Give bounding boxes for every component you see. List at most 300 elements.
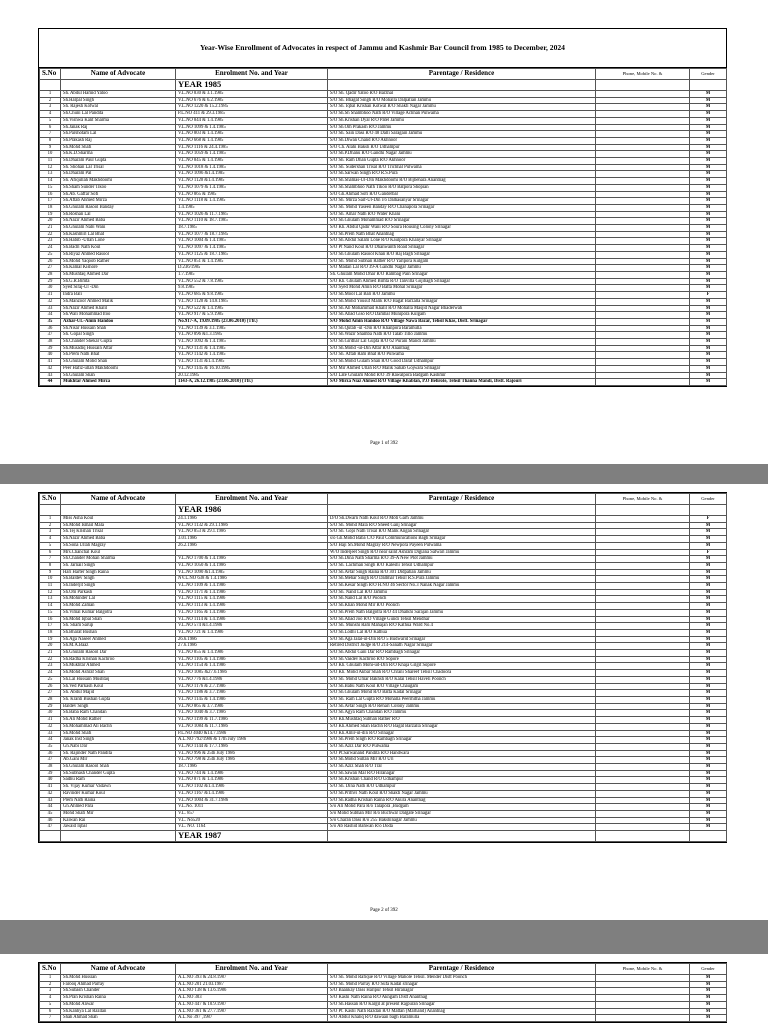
row-enrolment: V.L.NO 574 &1.4.1986	[176, 623, 328, 630]
row-phone	[596, 238, 690, 245]
row-sno: 1	[40, 91, 61, 98]
row-parentage: S/O Sh. Munshi Ram Mahajan R/O Kathua Ward No.4	[328, 623, 596, 630]
row-enrolment: 26.6.1986	[176, 636, 328, 643]
header-sno: S.No	[40, 69, 61, 80]
row-phone	[596, 352, 690, 359]
row-phone	[596, 636, 690, 643]
row-enrolment: V.L.NO 803 & 1.4.1985	[176, 131, 328, 138]
row-parentage: S/O Ch. Alahi Baksh R/O Udhampur	[328, 144, 596, 151]
row-name: Sh.Aftab Ahmed Mirza	[61, 198, 176, 205]
row-phone	[596, 717, 690, 724]
row-sno: 36	[40, 750, 61, 757]
row-enrolment: 9.8.1985	[176, 285, 328, 292]
row-parentage: S/O Kh.Ahmed Shah Bachh R/O Bagat Barzalla Srinagar	[328, 723, 596, 730]
row-gender: M	[690, 536, 727, 543]
row-phone	[596, 616, 690, 623]
row-enrolment: A.L.No 397 ,1987	[176, 1015, 328, 1022]
row-name: Sh.Mohd Zaman	[61, 603, 176, 610]
row-sno: 13	[40, 171, 61, 178]
row-name: Hari Harter Singh Raina	[61, 569, 176, 576]
row-sno: 8	[40, 137, 61, 144]
row-name: Sh.Musadiq Hussain Attar	[61, 345, 176, 352]
row-enrolment: V.L.NO 1040 & 3.7.1986	[176, 710, 328, 717]
row-sno: 28	[40, 271, 61, 278]
row-enrolment: V.L.NO 1110 & 18.7.1985	[176, 218, 328, 225]
row-enrolment: V.L.NO 776 &1.4.1986	[176, 676, 328, 683]
row-phone	[596, 764, 690, 771]
row-parentage: S/O Sh.Girdhar Lal Gupta R/O 62 Purani Mandi Jammu	[328, 339, 596, 346]
table-row	[40, 556, 727, 563]
table-row	[40, 629, 727, 636]
row-name: Gh.Ahmed Para	[61, 804, 176, 811]
row-parentage: S/O Sh. Ram Lal Gupta R/O Mohalla Peermitha Jammu	[328, 696, 596, 703]
row-sno: 22	[40, 231, 61, 238]
table-row	[40, 696, 727, 703]
row-name: Sh.Chuni Lal Pandita	[61, 111, 176, 118]
row-parentage: S/O Sh.Ghulam Rasool Khan R/O Raj Bagh Srinagar	[328, 251, 596, 258]
row-phone	[596, 723, 690, 730]
row-enrolment: D.236/1985	[176, 265, 328, 272]
row-parentage: S/O Sh.Ghulam Mohd R/O Batta Kadal Srinagar	[328, 690, 596, 697]
row-enrolment: V.L.NO 1199 & 11.7.1986	[176, 717, 328, 724]
row-sno: 3	[40, 529, 61, 536]
header-phone: Phone, Mobile No. &	[596, 494, 690, 505]
row-gender: M	[690, 124, 727, 131]
register-sheet	[38, 962, 727, 1023]
row-enrolment: 1.4.1985	[176, 204, 328, 211]
row-phone	[596, 797, 690, 804]
row-gender: M	[690, 670, 727, 677]
table-row	[40, 131, 727, 138]
table-row	[40, 784, 727, 791]
row-gender: M	[690, 663, 727, 670]
header-phone: Phone, Mobile No. &	[596, 69, 690, 80]
row-phone	[596, 151, 690, 158]
table-row	[40, 379, 727, 386]
table-row	[40, 97, 727, 104]
row-name: Sh. Kranti Bushan Gupta	[61, 696, 176, 703]
row-parentage: S/O Sh. Mohd Yaseen Banday R/O Chanapora Srinagar	[328, 204, 596, 211]
header-parentage: Parentage / Residence	[328, 494, 596, 505]
row-name: Sh. Shohan Lal Trisal	[61, 164, 176, 171]
row-name: Sh.Radha Krishan Kachroo	[61, 656, 176, 663]
table-row	[40, 542, 727, 549]
year-heading: YEAR 1986	[176, 505, 328, 516]
row-gender: M	[690, 137, 727, 144]
row-gender: M	[690, 988, 727, 995]
row-phone	[596, 332, 690, 339]
row-sno: 16	[40, 191, 61, 198]
row-sno: 9	[40, 144, 61, 151]
table-row	[40, 218, 727, 225]
row-parentage: S/O Late Ghulam Mohd R/O 39 Rawalpora Badgam Kashmir	[328, 372, 596, 379]
row-phone	[596, 178, 690, 185]
row-name: Sh.Dharam Paul Gupta	[61, 158, 176, 165]
row-name: Farooq Ahmad Parray	[61, 981, 176, 988]
row-enrolment: V.L.NO 1084 & 11.7.1986	[176, 723, 328, 730]
row-sno: 44	[40, 379, 61, 386]
row-phone	[596, 359, 690, 366]
row-phone	[596, 379, 690, 386]
row-name: Sh. Vijay Kumar Vadawn	[61, 784, 176, 791]
table-row	[40, 325, 727, 332]
document-page-2	[0, 484, 768, 920]
row-sno: 14	[40, 603, 61, 610]
row-gender: M	[690, 737, 727, 744]
row-sno: 19	[40, 636, 61, 643]
row-parentage: S/O Sh.Aga Jalal-ul-Din R/O 5 Budwarid Srinagar	[328, 636, 596, 643]
table-row	[40, 332, 727, 339]
row-gender: M	[690, 225, 727, 232]
row-name: Syed Siraj-Ul -Din	[61, 285, 176, 292]
table-row	[40, 124, 727, 131]
row-parentage: S/O Sh.Prem Nath Balgotra R/O 44 Dhalkhi Sarajan Jammu	[328, 609, 596, 616]
table-row	[40, 609, 727, 616]
table-row	[40, 777, 727, 784]
row-name: Sh.Badri Nath Koul	[61, 245, 176, 252]
row-enrolment: V.L.NO 1131 &1.4.1985	[176, 359, 328, 366]
row-phone	[596, 318, 690, 325]
table-row	[40, 522, 727, 529]
row-phone	[596, 339, 690, 346]
row-gender: M	[690, 365, 727, 372]
row-enrolment: V.L.NO 1004 & 1.4.1985	[176, 238, 328, 245]
table-row	[40, 318, 727, 325]
row-name: Sh.Nazir Ahmed Baba	[61, 536, 176, 543]
row-sno: 30	[40, 285, 61, 292]
row-sno: 45	[40, 810, 61, 817]
row-gender: M	[690, 656, 727, 663]
header-gender: Gender	[690, 964, 727, 975]
row-phone	[596, 164, 690, 171]
row-enrolment: P.L.NO 4040 &14.7.1986	[176, 730, 328, 737]
row-phone	[596, 737, 690, 744]
table-row	[40, 576, 727, 583]
row-gender: M	[690, 265, 727, 272]
row-phone	[596, 542, 690, 549]
row-phone	[596, 790, 690, 797]
row-phone	[596, 583, 690, 590]
table-row	[40, 650, 727, 657]
row-enrolment: V.L.NO 996 & 25th July 1986	[176, 750, 328, 757]
row-gender: M	[690, 797, 727, 804]
row-parentage: S/O Madan Lal R/O 39-A Gandhi Nagar Jammu	[328, 265, 596, 272]
row-phone	[596, 690, 690, 697]
row-name: Sh.Aga Naseer Ahmed	[61, 636, 176, 643]
row-enrolment: A.L.NO 201 21.03.1987	[176, 981, 328, 988]
row-enrolment: V.L.NO 845 & 1.4.1985	[176, 158, 328, 165]
row-sno: 25	[40, 251, 61, 258]
row-name: Sh. Rajinder Nath Pandita	[61, 750, 176, 757]
header-name: Name of Advocate	[61, 69, 176, 80]
row-enrolment: V.L.NO 1700 & 1.4.1986	[176, 556, 328, 563]
table-row	[40, 1001, 727, 1008]
table-row	[40, 730, 727, 737]
table-row	[40, 365, 727, 372]
row-enrolment: 20.12.1985	[176, 372, 328, 379]
row-name: Sh.Mohd Shafi	[61, 730, 176, 737]
row-enrolment: V.L.NO 1118 & 1.4.1985	[176, 198, 328, 205]
row-enrolment: A.L.NO 447 & 10.9.1987	[176, 1001, 328, 1008]
row-phone	[596, 988, 690, 995]
row-name: Sh. Abdul Hamid Yatoo	[61, 91, 176, 98]
row-enrolment: V.L.NO 917 & 5.9.1985	[176, 312, 328, 319]
table-row	[40, 764, 727, 771]
row-enrolment: V.L.NO 1132 & 29.1.1986	[176, 522, 328, 529]
row-name: Sh.Ab. Gaffar Sofi	[61, 191, 176, 198]
row-parentage: S/O Sh. Sain Dass R/O 48 Dalli Saragain Jammu	[328, 131, 596, 138]
row-sno: 2	[40, 522, 61, 529]
header-name: Name of Advocate	[61, 964, 176, 975]
row-phone	[596, 211, 690, 218]
table-row	[40, 258, 727, 265]
row-sno: 40	[40, 777, 61, 784]
row-phone	[596, 995, 690, 1002]
row-gender: M	[690, 757, 727, 764]
row-name: Sh. Gopal Singh	[61, 332, 176, 339]
row-phone	[596, 91, 690, 98]
document-page-1	[0, 0, 768, 464]
row-sno: 1	[40, 516, 61, 523]
row-name: Sh.G.R.Bimta	[61, 278, 176, 285]
row-phone	[596, 191, 690, 198]
row-parentage: S/O Sh. Mohd Subhan Rather R/O Yaripora Kulgam	[328, 258, 596, 265]
row-parentage: S/O Sh.Shamas-Ul-Din Makhdoomi R/O Bijbehara Anantnag	[328, 178, 596, 185]
row-sno: 4	[40, 111, 61, 118]
row-sno: 36	[40, 325, 61, 332]
row-name: Sh.Inderjit Singh	[61, 583, 176, 590]
row-enrolment: V.L.NO 1096 &1.4.1985	[176, 171, 328, 178]
table-row	[40, 975, 727, 982]
row-gender: M	[690, 312, 727, 319]
row-name: Sh.Ghulam Nabi Wani	[61, 225, 176, 232]
row-phone	[596, 576, 690, 583]
row-phone	[596, 770, 690, 777]
row-sno: 3	[40, 104, 61, 111]
row-name: Sh.Sona Ullah Magray	[61, 542, 176, 549]
row-enrolment	[176, 549, 328, 556]
row-phone	[596, 522, 690, 529]
row-parentage: S/O Sh.Agya Ram Chandan R/O Jammu	[328, 710, 596, 717]
row-enrolment: V.L.NO 685 & 9.8.1985	[176, 292, 328, 299]
row-parentage: S/O Sh.Prithvi Nath Koul R/O Shakti Nagar Jammu	[328, 790, 596, 797]
row-phone	[596, 529, 690, 536]
row-parentage: S/O Sh.Prem Nath Bhat Anantnag	[328, 231, 596, 238]
row-sno: 26	[40, 258, 61, 265]
row-sno: 24	[40, 670, 61, 677]
row-name: Sh.Parshotam Lal	[61, 131, 176, 138]
row-sno: 5	[40, 1001, 61, 1008]
row-gender: M	[690, 298, 727, 305]
row-gender: M	[690, 650, 727, 657]
row-phone	[596, 750, 690, 757]
table-row	[40, 117, 727, 124]
row-parentage: S/O Sh. Mirza Saif-Ul-Din r/o Dalhasanyar Srinagar	[328, 198, 596, 205]
row-sno: 12	[40, 164, 61, 171]
row-sno: 12	[40, 589, 61, 596]
row-phone	[596, 117, 690, 124]
row-name: Azhar-UL-Amin Handoo	[61, 318, 176, 325]
row-name: Sh.Mohd Yaqoob Rather	[61, 258, 176, 265]
row-phone	[596, 777, 690, 784]
row-sno: 16	[40, 616, 61, 623]
table-row	[40, 824, 727, 831]
row-phone	[596, 683, 690, 690]
row-sno: 24	[40, 245, 61, 252]
row-enrolment: V.L.NO 1115 & 1.4.1986	[176, 596, 328, 603]
row-name: Sh.Roshan Lal	[61, 211, 176, 218]
row-name: Sh.Chander Mohan Sharma	[61, 556, 176, 563]
row-sno: 20	[40, 218, 61, 225]
row-phone	[596, 204, 690, 211]
row-name: Sh.Ghulam Rasool Banday	[61, 204, 176, 211]
row-name: Sh.Pran Krishan Raina	[61, 995, 176, 1002]
row-sno: 42	[40, 790, 61, 797]
row-gender: M	[690, 1008, 727, 1015]
row-phone	[596, 184, 690, 191]
row-parentage: S/O Sh.Avtar Singh R/O Rehari Colony Jammu	[328, 703, 596, 710]
row-phone	[596, 1008, 690, 1015]
row-gender: M	[690, 231, 727, 238]
row-sno: 26	[40, 683, 61, 690]
row-sno: 5	[40, 117, 61, 124]
register-sheet	[38, 28, 727, 387]
row-parentage: S/o Ali Mohd Para R/o Talapora ,Budgam	[328, 804, 596, 811]
row-parentage: S/O Sh.Sawan Mal R/O Hiranagar	[328, 770, 596, 777]
row-name: Baldev Singh	[61, 703, 176, 710]
header-name: Name of Advocate	[61, 494, 176, 505]
row-parentage: W/O Inderjeet Singh R/O near saint Ashram Digiana Satwari Jammu	[328, 549, 596, 556]
table-row	[40, 271, 727, 278]
row-enrolment: V.L.NO 1145 & 1.4.1986	[176, 696, 328, 703]
row-phone	[596, 325, 690, 332]
table-row	[40, 703, 727, 710]
row-parentage: S/O Pt Nand Koul R/O Dhanwanth Road Srinagar	[328, 245, 596, 252]
row-gender: M	[690, 278, 727, 285]
row-enrolment: V.L.NO 1220 & 15.2.1985	[176, 104, 328, 111]
table-row	[40, 191, 727, 198]
table-row	[40, 91, 727, 98]
row-name: Jawaid Iqbal	[61, 824, 176, 831]
row-gender: M	[690, 178, 727, 185]
row-phone	[596, 131, 690, 138]
row-parentage: S/O Sh.Babu Nath Koul R/O Village Chaugam	[328, 683, 596, 690]
row-sno: 42	[40, 365, 61, 372]
row-enrolment: V.L.NO 1102 &1.4.1986	[176, 784, 328, 791]
row-name: Sh.Subhash Chander Gupta	[61, 770, 176, 777]
row-parentage: S/O Sh. Mohd Parray R/O Sufa Kadal srinagar	[328, 981, 596, 988]
table-row	[40, 717, 727, 724]
row-enrolment: V.L.NO 1092 & 1.4.1985	[176, 339, 328, 346]
row-enrolment: V.L.NO 1079 & 1.4.1985	[176, 184, 328, 191]
row-parentage: D/O Sh.Dwarn Nath Koul R/O Moti Garh Jammu	[328, 516, 596, 523]
row-gender: F	[690, 549, 727, 556]
row-parentage: S/O Sh.P.Dhanu R/O Gandhi Nagar Jammu	[328, 151, 596, 158]
row-gender: M	[690, 379, 727, 386]
row-enrolment: P.L.NO 411 & 29.3.1985	[176, 111, 328, 118]
row-parentage: S/O Sh.Abad Joo R/O Village Gundi Tehsil Mendhar	[328, 616, 596, 623]
table-row	[40, 225, 727, 232]
row-parentage: S/O Sh.Lodhi Lal R/O Kathua	[328, 629, 596, 636]
row-sno: 8	[40, 562, 61, 569]
row-parentage: S/O Sh. Gopi Nath Trisal R/O Malik Angan Srinagar	[328, 529, 596, 536]
table-row	[40, 676, 727, 683]
row-phone	[596, 158, 690, 165]
row-gender: M	[690, 542, 727, 549]
row-parentage: S/O Sh. Sudershan Trisal R/O Trichhal Pulwama	[328, 164, 596, 171]
row-sno: 11	[40, 583, 61, 590]
row-phone	[596, 245, 690, 252]
row-enrolment: V.L.NO 1113 & 1.4.1986	[176, 603, 328, 610]
row-enrolment: V.L.NO 896 &1.3.1985	[176, 332, 328, 339]
row-enrolment: V.L.NO 871 & 1.4.1986	[176, 777, 328, 784]
row-phone	[596, 784, 690, 791]
row-name: Sh.Ghulam Shah	[61, 372, 176, 379]
row-parentage: S/O Sh.Krishan Chand R/O Udhampur	[328, 777, 596, 784]
table-row	[40, 198, 727, 205]
row-gender: M	[690, 151, 727, 158]
table-row	[40, 251, 727, 258]
row-sno: 46	[40, 817, 61, 824]
row-name: Ravinder Kumar Koul	[61, 790, 176, 797]
row-name: Sh.Baba Ram Chandan	[61, 710, 176, 717]
row-name: Sh.Vishwa Kant Sharma	[61, 117, 176, 124]
row-phone	[596, 171, 690, 178]
row-enrolment: V.L.NO 1099 & 1.4.1985	[176, 124, 328, 131]
row-parentage: S/O Sh.Abad Giso R/O Dambal Munipora Kulgam	[328, 312, 596, 319]
row-sno: 17	[40, 623, 61, 630]
table-row	[40, 981, 727, 988]
row-phone	[596, 703, 690, 710]
row-enrolment: V.L.NO 851 & 1.4.1985	[176, 258, 328, 265]
table-row	[40, 690, 727, 697]
row-name: Sh.Kashmiri Lal Bhat	[61, 231, 176, 238]
row-enrolment: 26.2.1986	[176, 542, 328, 549]
row-parentage: S/O Sh. Lachman Singh R/O Kaleshi Tehsil Udhampur	[328, 562, 596, 569]
row-parentage: S/O Sh.Om Prakash R/O Jammu	[328, 124, 596, 131]
row-gender: M	[690, 198, 727, 205]
row-parentage: S/O Haji Sh.Mohd Magray R/O Newpora Payeen Pulwama	[328, 542, 596, 549]
table-row	[40, 656, 727, 663]
row-sno: 21	[40, 650, 61, 657]
row-gender: M	[690, 1015, 727, 1022]
header-phone: Phone, Mobile No. &	[596, 964, 690, 975]
row-sno: 34	[40, 737, 61, 744]
row-enrolment: V.L.NO 798 & 25th July 1986	[176, 757, 328, 764]
row-gender: M	[690, 352, 727, 359]
row-gender: M	[690, 690, 727, 697]
row-gender: M	[690, 171, 727, 178]
row-parentage: S/O Sh.Sh Shambhoo Nath R/O Village Achhan Pulwama	[328, 111, 596, 118]
row-sno: 41	[40, 784, 61, 791]
row-gender: M	[690, 271, 727, 278]
enrolment-table	[39, 493, 727, 842]
row-sno: 2	[40, 97, 61, 104]
row-parentage: S/O Sh. Bhagat Singh R/O Mohalla Dalpatian Jammu	[328, 97, 596, 104]
row-enrolment: V.L.NO 1109 & 1.4.1986	[176, 583, 328, 590]
row-enrolment: V.L.NO 1085 &27.6.1986	[176, 670, 328, 677]
row-enrolment: No.917-A, 19.09.1985 (23.06.2010) (Tfr.)	[176, 318, 328, 325]
row-gender: M	[690, 629, 727, 636]
row-sno: 10	[40, 151, 61, 158]
row-gender: F	[690, 516, 727, 523]
row-phone	[596, 603, 690, 610]
row-name: Sh.Ghulam Rasool Dar	[61, 650, 176, 657]
row-sno: 47	[40, 824, 61, 831]
row-enrolment: A.L.NO 393 & 24.8.1987	[176, 975, 328, 982]
row-name: Janak Inst Singh	[61, 737, 176, 744]
row-sno: 18	[40, 204, 61, 211]
